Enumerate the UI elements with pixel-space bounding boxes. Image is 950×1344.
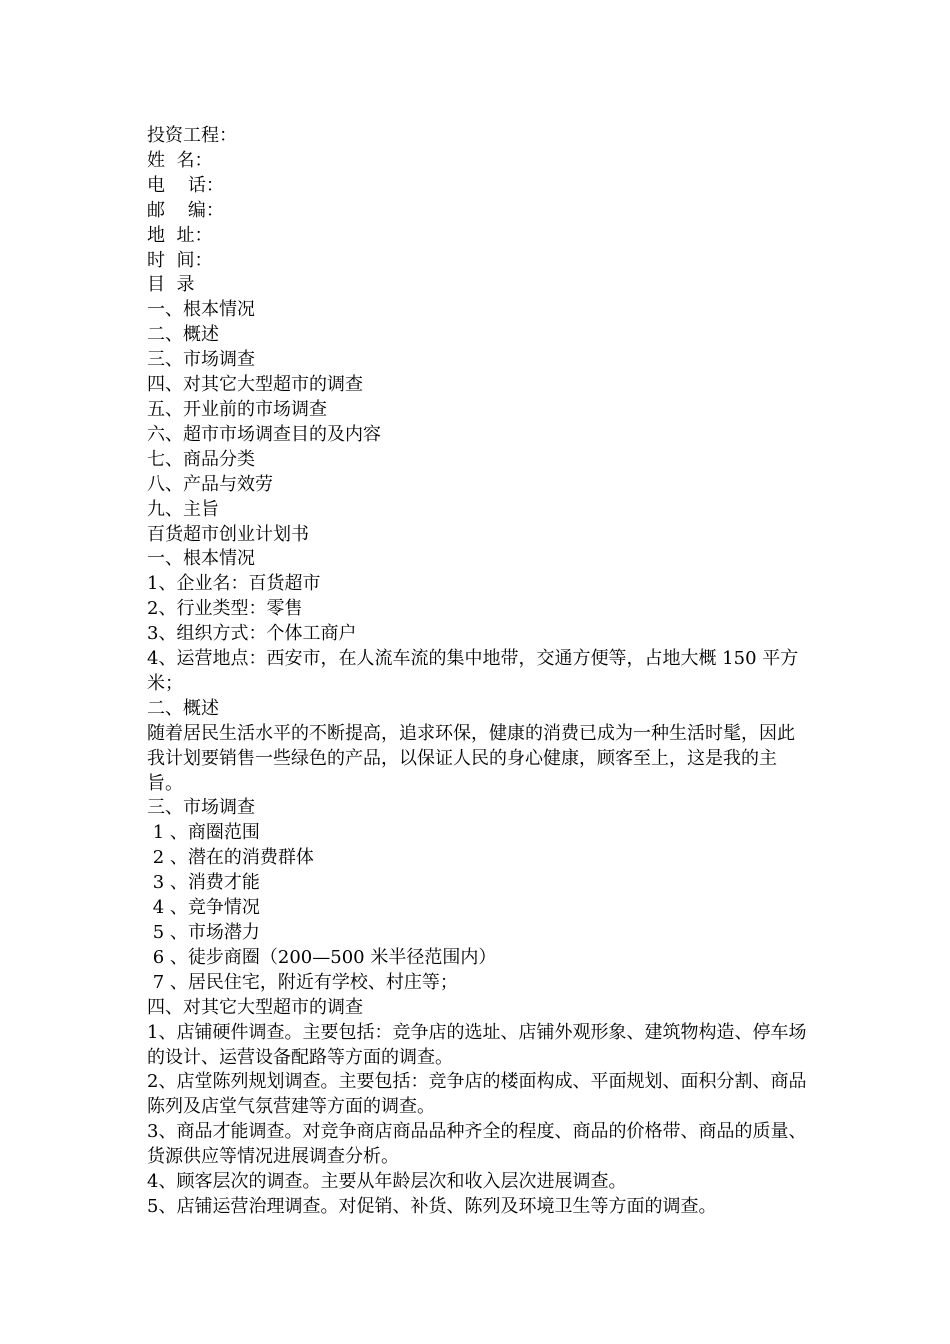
field-postcode: 邮 编： — [147, 199, 224, 221]
list-item: 5 、市场潜力 — [147, 922, 260, 943]
field-time: 时 间： — [147, 249, 213, 271]
paragraph: 4、运营地点：西安市，在人流车流的集中地带，交通方便等，占地大概 150 平方米； — [147, 648, 799, 694]
paragraph: 2、行业类型：零售 — [147, 598, 303, 620]
section-heading: 一、根本情况 — [147, 548, 255, 570]
toc-item: 一、根本情况 — [147, 299, 255, 321]
toc-item: 八、产品与效劳 — [147, 473, 273, 495]
paragraph: 3、组织方式：个体工商户 — [147, 623, 357, 645]
document-body — [147, 124, 807, 1220]
paragraph: 3、商品才能调查。对竞争商店商品品种齐全的程度、商品的价格带、商品的质量、货源供应等情况进展调查分析。 — [147, 1121, 807, 1168]
paragraph: 5、店铺运营治理调查。对促销、补货、陈列及环境卫生等方面的调查。 — [147, 1195, 717, 1217]
field-project: 投资工程： — [147, 125, 237, 146]
field-phone: 电 话： — [147, 174, 224, 196]
list-item: 7 、居民住宅，附近有学校、村庄等； — [147, 971, 458, 993]
list-item: 3 、消费才能 — [147, 872, 260, 894]
field-name: 姓 名： — [147, 149, 213, 171]
toc-item: 六、超市市场调查目的及内容 — [147, 423, 381, 445]
toc-item: 九、主旨 — [147, 498, 219, 520]
section-heading: 四、对其它大型超市的调查 — [147, 996, 363, 1018]
toc-heading: 目 录 — [147, 274, 195, 296]
list-item: 1 、商圈范围 — [147, 822, 260, 844]
section-heading: 二、概述 — [147, 697, 219, 719]
toc-item: 三、市场调查 — [147, 349, 255, 371]
paragraph: 2、店堂陈列规划调查。主要包括：竞争店的楼面构成、平面规划、面积分割、商品陈列及店堂气氛营建等方面的调查。 — [147, 1071, 807, 1118]
list-item: 4 、竞争情况 — [147, 897, 260, 919]
document-title: 百货超市创业计划书 — [147, 523, 309, 545]
list-item: 2 、潜在的消费群体 — [147, 847, 314, 869]
field-address: 地 址： — [147, 224, 213, 246]
paragraph: 4、顾客层次的调查。主要从年龄层次和收入层次进展调查。 — [147, 1171, 627, 1193]
toc-item: 二、概述 — [147, 324, 219, 346]
toc-item: 五、开业前的市场调查 — [147, 398, 327, 420]
list-item: 6 、徒步商圈（200—500 米半径范围内） — [147, 946, 497, 968]
paragraph: 随着居民生活水平的不断提高，追求环保，健康的消费已成为一种生活时髦，因此我计划要销售一些绿色的产品，以保证人民的身心健康，顾客至上，这是我的主旨。 — [147, 722, 795, 794]
section-heading: 三、市场调查 — [147, 797, 255, 819]
paragraph: 1、企业名：百货超市 — [147, 573, 321, 595]
paragraph: 1、店铺硬件调查。主要包括：竞争店的选址、店铺外观形象、建筑物构造、停车场的设计、运营设备配路等方面的调查。 — [147, 1021, 807, 1068]
toc-item: 四、对其它大型超市的调查 — [147, 374, 363, 396]
toc-item: 七、商品分类 — [147, 448, 255, 470]
